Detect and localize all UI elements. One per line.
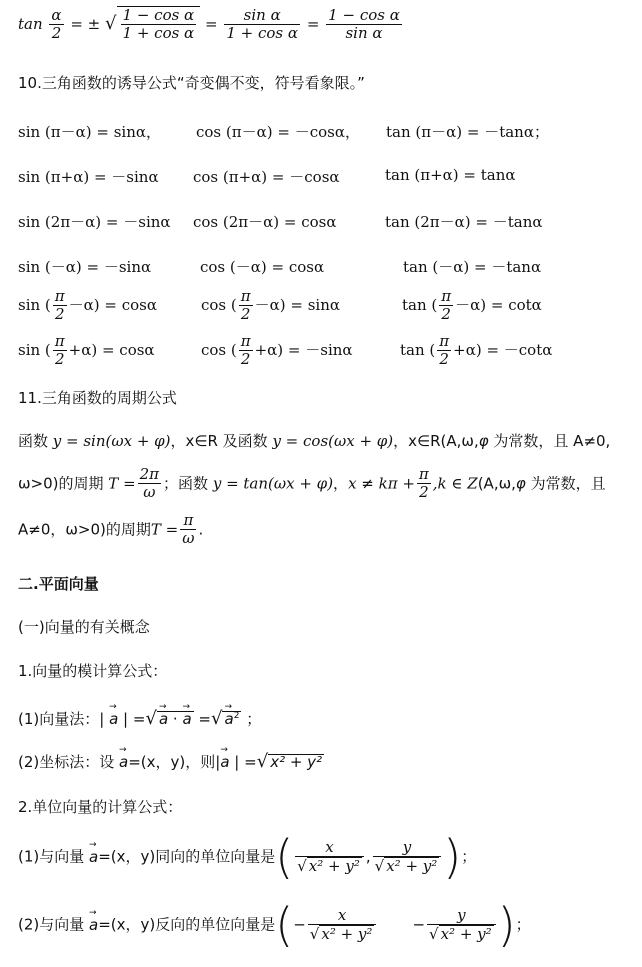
frac-den: 2 — [240, 350, 251, 369]
frac-den: 2 — [51, 24, 62, 43]
formula-tan: y = tan(ωx + φ) — [212, 474, 334, 493]
sqrt-body: x² + y² — [270, 753, 323, 771]
sqrt-sign-icon: √ — [145, 708, 157, 729]
cell-suffix: +α) = cosα — [68, 340, 155, 359]
frac-den: √ x² + y² — [297, 857, 360, 875]
frac-pi-over-2 — [417, 466, 431, 502]
sqrt-sign-icon: √ — [211, 708, 223, 729]
frac-den: ω — [182, 529, 195, 548]
modulus-vector-method — [18, 710, 261, 728]
half-angle-formula — [18, 6, 404, 43]
text-segment: ；函数 — [163, 474, 213, 493]
text-segment: 为常数，且 — [525, 474, 606, 493]
unit-vector-opposite-dir — [18, 898, 531, 952]
induction-cell: cos (π－α) = －cosα， — [196, 123, 360, 141]
frac-den: 2 — [439, 350, 449, 369]
frac-den: √ x² + y² — [309, 925, 373, 943]
vector-a: → a — [89, 850, 98, 865]
frac-num: π — [240, 287, 251, 305]
frac-pi-over-2 — [53, 288, 67, 324]
frac-num: sin α — [224, 7, 300, 25]
frac-2pi-over-omega — [138, 466, 161, 502]
frac-num: π — [54, 287, 65, 305]
frac-1-cos-over-sin — [326, 7, 402, 43]
induction-cell: sin (π+α) = －sinα — [18, 168, 159, 186]
right-paren-icon: ) — [443, 830, 462, 884]
frac-alpha-over-2 — [49, 7, 63, 43]
vector-a: → a — [109, 712, 118, 727]
cell-suffix: +α) = －sinα — [254, 340, 353, 359]
period-T: T = — [108, 474, 136, 493]
frac-den: 2 — [54, 305, 65, 324]
frac-y-over-norm — [427, 907, 496, 944]
modulus-coord-method — [18, 753, 324, 771]
induction-cell — [18, 333, 155, 369]
vector-a: → a — [89, 918, 98, 933]
exponent: 2 — [233, 711, 240, 721]
text-segment: A≠0，ω>0)的周期 — [18, 520, 151, 539]
period-T: T = — [150, 520, 179, 539]
sqrt-sign-icon: √ — [105, 12, 117, 34]
subsection-concepts-title: (一)向量的有关概念 — [18, 618, 150, 636]
abs-bar: | — [215, 753, 221, 771]
eq-plusminus: = ± — [70, 14, 101, 33]
tan-fn: tan — [18, 14, 43, 33]
abs-bar: | = — [229, 753, 257, 771]
frac-pi-over-2 — [239, 288, 253, 324]
frac-num: 2π — [139, 465, 160, 483]
text-segment: 函数 — [18, 432, 53, 450]
formula-sin: y = sin(ωx + φ) — [52, 432, 171, 450]
induction-cell: tan (－α) = －tanα — [403, 258, 542, 276]
method-label: (2)坐标法：设 — [18, 753, 120, 771]
frac-den: 1 + cos α — [226, 24, 299, 43]
cell-suffix: －α) = cotα — [455, 295, 542, 314]
eq-sign: = — [193, 710, 211, 728]
frac-num: y — [427, 907, 496, 925]
sqrt-body — [117, 6, 201, 43]
cell-prefix: sin ( — [18, 295, 51, 314]
vector-a: → a — [182, 712, 191, 727]
text-segment: ； — [241, 710, 262, 728]
text-segment: ω>0)的周期 — [18, 474, 109, 493]
induction-cell — [18, 288, 157, 324]
induction-cell — [400, 333, 552, 369]
induction-cell: tan (π+α) = tanα — [385, 166, 516, 184]
frac-den: sin α — [345, 24, 383, 43]
frac-y-over-norm — [373, 839, 442, 876]
period-line-1 — [18, 434, 610, 449]
frac-num: π — [418, 465, 429, 483]
frac-den: ω — [143, 483, 156, 502]
frac-num: 1 − cos α — [328, 6, 400, 24]
text-segment: ； — [515, 915, 531, 934]
frac-x-over-norm — [308, 907, 377, 944]
abs-bar: | = — [118, 710, 146, 728]
induction-cell — [201, 288, 340, 324]
cell-suffix: +α) = －cotα — [453, 340, 553, 359]
cell-prefix: cos ( — [201, 340, 237, 359]
text-segment: ，x∈R(A,ω, — [393, 432, 479, 450]
vector-a: → a — [220, 755, 229, 770]
induction-cell: sin (π－α) = sinα， — [18, 123, 162, 141]
sqrt-body: x² + y² — [308, 857, 360, 875]
left-paren-icon: ( — [275, 830, 294, 884]
method-label: (1)向量法： — [18, 710, 100, 728]
period-line-2 — [18, 466, 606, 502]
induction-cell — [201, 333, 353, 369]
cell-suffix: －α) = cosα — [68, 295, 157, 314]
dot-operator: · — [168, 710, 183, 728]
text-segment: ； — [461, 847, 477, 866]
eq-sign: = — [204, 14, 218, 33]
sqrt-body: x² + y² — [321, 925, 373, 943]
frac-num: π — [439, 332, 450, 350]
formula-cos: y = cos(ωx + φ) — [272, 432, 394, 450]
sqrt-sign-icon: √ — [256, 751, 269, 772]
vector-a: → a — [224, 712, 233, 727]
frac-pi-over-2 — [53, 333, 67, 369]
comma: , — [365, 847, 371, 866]
modulus-title: 1.向量的模计算公式： — [18, 662, 168, 680]
section-vectors-title: 二.平面向量 — [18, 575, 99, 593]
vector-a: → a — [119, 755, 128, 770]
left-paren-icon: ( — [275, 898, 294, 952]
frac-pi-over-2 — [239, 333, 253, 369]
frac-num: α — [51, 6, 62, 24]
frac-num: y — [373, 839, 442, 857]
abs-bar: | — [99, 710, 110, 728]
induction-cell: cos (π+α) = －cosα — [193, 168, 340, 186]
text-segment: =(x，y)，则 — [128, 753, 216, 771]
cell-suffix: －α) = sinα — [254, 295, 340, 314]
frac-pi-over-2 — [437, 333, 451, 369]
induction-cell: cos (2π－α) = cosα — [193, 213, 337, 231]
method-label: (2)与向量 — [18, 915, 90, 934]
frac-pi-over-2 — [439, 288, 453, 324]
frac-den: 2 — [441, 305, 451, 324]
frac-num: π — [240, 332, 251, 350]
frac-den: 2 — [54, 350, 65, 369]
frac-den: 2 — [419, 483, 429, 502]
frac-x-over-norm — [295, 839, 364, 876]
frac-pi-over-omega — [180, 512, 196, 548]
frac-num: π — [441, 287, 452, 305]
frac-den: 1 + cos α — [122, 24, 195, 43]
unit-vector-same-dir — [18, 830, 477, 884]
sqrt-body: x² + y² — [386, 857, 438, 875]
minus-sign: − — [412, 915, 426, 934]
section-11-title: 11.三角函数的周期公式 — [18, 389, 177, 407]
text-segment: =(x，y)反向的单位向量是 — [98, 915, 276, 934]
right-paren-icon: ) — [497, 898, 516, 952]
frac-den: √ x² + y² — [429, 925, 492, 943]
tan-condition: x ≠ kπ + — [348, 474, 415, 493]
frac-num: x — [308, 907, 377, 925]
section-10-title: 10.三角函数的诱导公式“奇变偶不变，符号看象限。” — [18, 74, 365, 92]
induction-cell: sin (－α) = －sinα — [18, 258, 152, 276]
sqrt-body: x² + y² — [440, 925, 492, 943]
sqrt-body — [222, 711, 241, 727]
induction-cell: tan (2π－α) = －tanα — [385, 213, 543, 231]
frac-num: 1 − cos α — [122, 6, 195, 24]
cell-prefix: cos ( — [201, 295, 237, 314]
cell-prefix: tan ( — [400, 340, 436, 359]
cell-prefix: tan ( — [402, 295, 438, 314]
unit-vector-title: 2.单位向量的计算公式： — [18, 798, 183, 816]
text-segment: ， — [333, 474, 349, 493]
minus-sign: − — [293, 915, 306, 934]
induction-cell: cos (－α) = cosα — [200, 258, 325, 276]
frac-num: π — [180, 512, 196, 530]
cell-prefix: sin ( — [18, 340, 51, 359]
text-segment: =(x，y)同向的单位向量是 — [98, 847, 276, 866]
frac-den: 2 — [240, 305, 251, 324]
frac-den: √ x² + y² — [374, 857, 438, 875]
sqrt-body — [157, 711, 194, 727]
phi-symbol: φ — [515, 474, 526, 493]
vector-a: → a — [159, 712, 168, 727]
text-segment: 为常数，且 A≠0, — [488, 432, 611, 450]
frac-num: π — [54, 332, 65, 350]
method-label: (1)与向量 — [18, 847, 90, 866]
eq-sign: = — [306, 14, 320, 33]
phi-symbol: φ — [478, 432, 489, 450]
text-segment: ，x∈R 及函数 — [170, 432, 273, 450]
text-segment: (A,ω, — [477, 474, 516, 493]
frac-sin-over — [224, 7, 300, 43]
frac-root — [121, 7, 197, 43]
frac-num: x — [295, 839, 364, 857]
induction-cell: tan (π－α) = －tanα； — [386, 123, 549, 141]
period-line-3 — [18, 512, 203, 548]
k-in-Z: ,k ∈ Z — [432, 474, 478, 493]
text-segment: . — [198, 520, 204, 539]
induction-cell: sin (2π－α) = －sinα — [18, 213, 171, 231]
induction-cell — [402, 288, 542, 324]
